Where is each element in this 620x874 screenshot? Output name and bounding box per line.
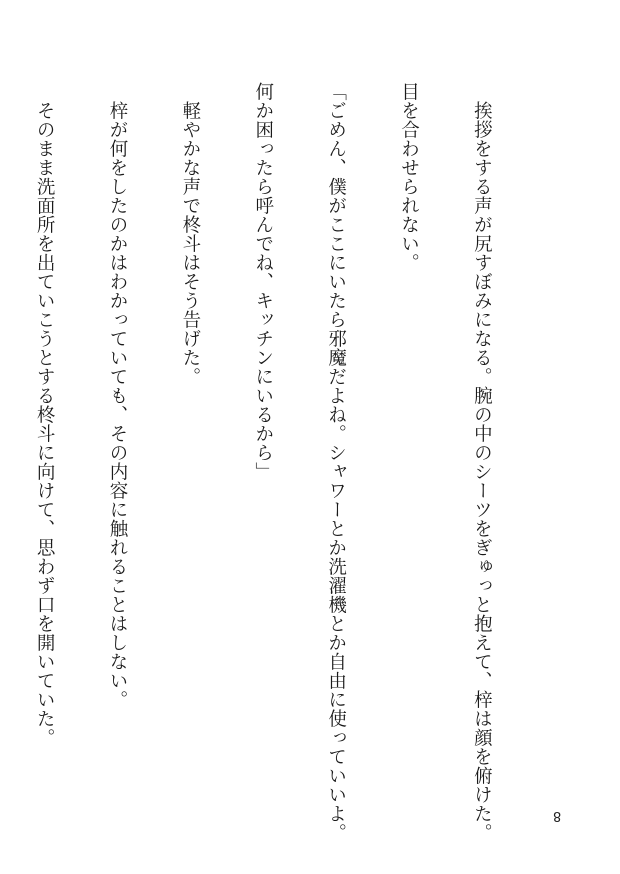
text-line: 「ごめん、僕がここにいたら邪魔だよね。シャワーとか洗濯機とか自由に使っていいよ。 [325,82,347,842]
text-line: そのまま洗面所を出ていこうとする柊斗に向けて、思わず口を開いていた。 [34,82,56,747]
text-line: 軽やかな声で柊斗はそう告げた。 [179,82,201,386]
page-number: 8 [553,808,562,823]
vertical-text-body [0,82,542,842]
text-line: 何か困ったら呼んでね、キッチンにいるから」 [252,82,274,481]
text-line: 挨拶をする声が尻すぼみになる。腕の中のシーツをぎゅっと抱えて、梓は顔を俯けた。 [471,82,493,842]
text-line: 梓が何をしたのかはわかっていても、その内容に触れることはしない。 [106,82,128,709]
text-line: 目を合わせられない。 [398,82,420,272]
